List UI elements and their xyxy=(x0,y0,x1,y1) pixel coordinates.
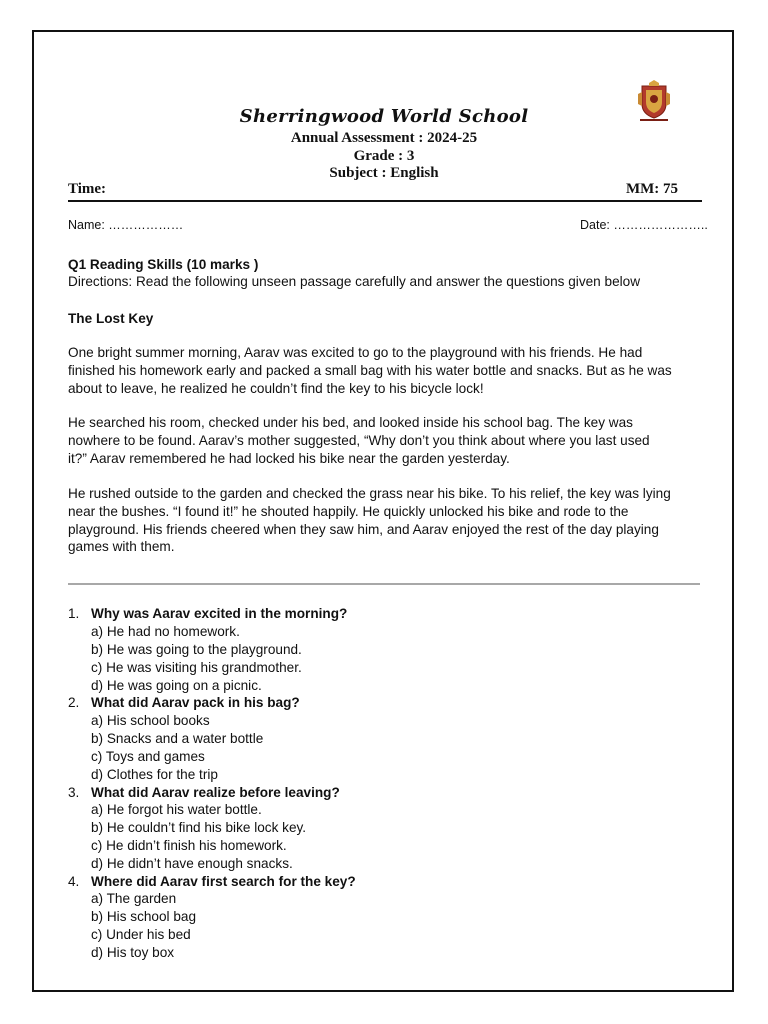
passage-line: near the bushes. “I found it!” he shouted happily. He quickly unlocked his bike and rode to the xyxy=(68,503,629,519)
option: a) He had no homework. xyxy=(91,624,240,639)
passage-title: The Lost Key xyxy=(68,311,154,326)
option: c) He didn’t finish his homework. xyxy=(91,838,287,853)
passage-line: He rushed outside to the garden and checked the grass near his bike. To his relief, the key was lying xyxy=(68,486,671,501)
option: a) His school books xyxy=(91,713,210,728)
question-text: What did Aarav realize before leaving? xyxy=(91,785,340,800)
subject-label: Subject : English xyxy=(329,165,439,181)
passage-line: it?” Aarav remembered he had locked his bike near the garden yesterday. xyxy=(68,450,510,466)
section-divider xyxy=(68,583,700,585)
option: d) He didn’t have enough snacks. xyxy=(91,856,293,871)
passage-line: playground. His friends cheered when they saw him, and Aarav enjoyed the rest of the day playing xyxy=(68,521,659,537)
option: c) Under his bed xyxy=(91,927,191,942)
question-text: Where did Aarav first search for the key? xyxy=(91,874,356,889)
option: a) He forgot his water bottle. xyxy=(91,802,262,817)
passage-line: nowhere to be found. Aarav’s mother suggested, “Why don’t you think about where you last used xyxy=(68,432,650,448)
name-field: Name: ……………… xyxy=(68,218,184,232)
option: b) His school bag xyxy=(91,909,197,924)
option: a) The garden xyxy=(91,891,177,906)
date-field: Date: ………………….. xyxy=(580,218,708,232)
option: c) He was visiting his grandmother. xyxy=(91,660,302,675)
question-number: 1. xyxy=(68,606,80,621)
time-marks-row xyxy=(68,181,702,202)
question-text: Why was Aarav excited in the morning? xyxy=(91,606,348,621)
question-number: 3. xyxy=(68,785,80,800)
question-text: What did Aarav pack in his bag? xyxy=(91,695,300,710)
passage-line: One bright summer morning, Aarav was excited to go to the playground with his friends. He had xyxy=(68,345,643,360)
directions: Directions: Read the following unseen passage carefully and answer the questions given below xyxy=(68,274,641,289)
school-name: Sherringwood World School xyxy=(239,106,529,127)
option: d) He was going on a picnic. xyxy=(91,678,262,693)
passage-line: He searched his room, checked under his bed, and looked inside his school bag. The key was xyxy=(68,415,633,430)
option: d) Clothes for the trip xyxy=(91,767,218,782)
passage-line: finished his homework early and packed a small bag with his water bottle and snacks. But as he was xyxy=(68,362,672,378)
section-title: Q1 Reading Skills (10 marks ) xyxy=(68,257,259,272)
passage-paragraph xyxy=(68,414,708,467)
option: b) He was going to the playground. xyxy=(91,642,302,657)
passage-line: games with them. xyxy=(68,539,175,555)
option: c) Toys and games xyxy=(91,749,205,764)
question-number: 2. xyxy=(68,695,80,710)
grade-label: Grade : 3 xyxy=(353,148,415,164)
option: b) He couldn’t find his bike lock key. xyxy=(91,820,307,835)
time-label: Time: xyxy=(68,181,107,197)
passage-paragraph xyxy=(68,344,708,397)
question-number: 4. xyxy=(68,874,80,889)
passage-line: about to leave, he realized he couldn’t find the key to his bicycle lock! xyxy=(68,380,484,396)
passage-paragraph xyxy=(68,485,708,556)
option: b) Snacks and a water bottle xyxy=(91,731,264,746)
assessment-title: Annual Assessment : 2024-25 xyxy=(290,130,478,146)
max-marks: MM: 75 xyxy=(625,181,678,197)
option: d) His toy box xyxy=(91,945,175,960)
